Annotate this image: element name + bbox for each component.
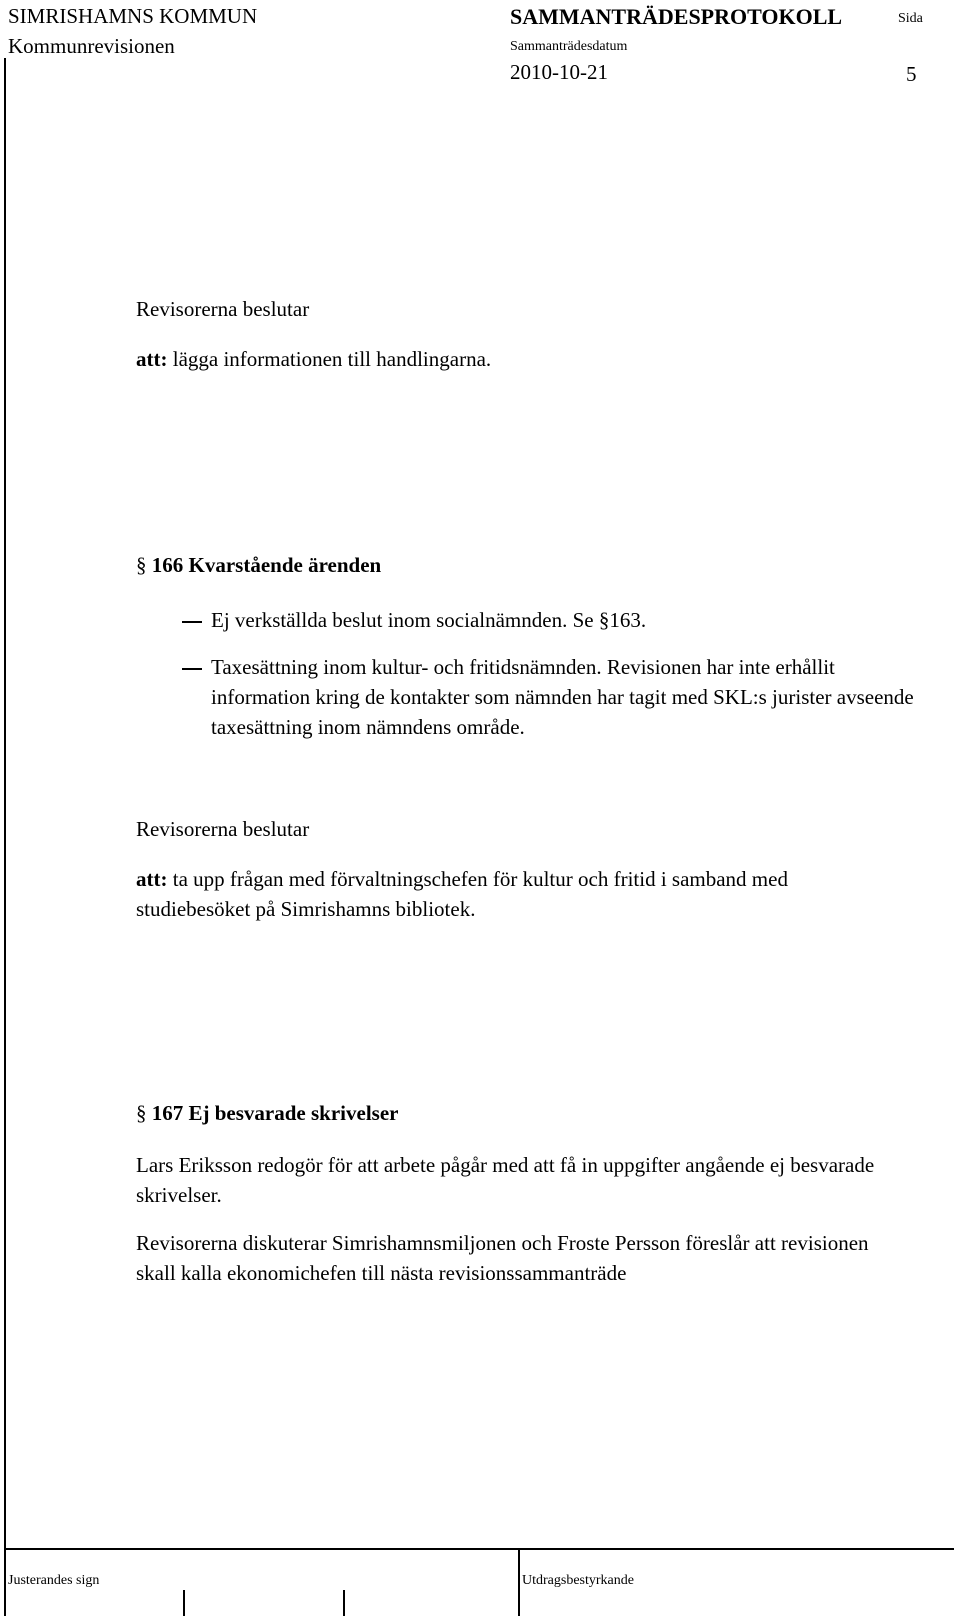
page-label: Sida [898, 11, 923, 26]
date-label: Sammanträdesdatum [510, 39, 628, 54]
dash-bullet-icon [182, 668, 202, 670]
left-margin-rule [4, 58, 6, 1548]
signature-box-divider [343, 1590, 345, 1616]
decision-att [136, 864, 906, 924]
extract-label: Utdragsbestyrkande [522, 1573, 634, 1588]
paragraph: Revisorerna diskuterar Simrishamnsmiljonen och Froste Persson föreslår att revisionen skall kalla ekonomichefen till nästa revisionssammanträde [136, 1231, 869, 1285]
decision-att [136, 344, 491, 374]
decision-heading: Revisorerna beslutar [136, 297, 310, 321]
bullet-item: Ej verkställda beslut inom socialnämnden. Se §163. [211, 608, 647, 632]
signature-box-divider [4, 1550, 6, 1616]
meeting-date: 2010-10-21 [510, 60, 608, 84]
footer-rule [4, 1548, 954, 1550]
bullet-item: Taxesättning inom kultur- och fritidsnämnden. Revisionen har inte erhållit information kring de kontakter som nämnden har tagit med SKL:s jurister avseende taxesättning inom nämndens område. [211, 655, 914, 739]
section-symbol: § [136, 553, 147, 577]
att-label: att: [136, 347, 168, 371]
signature-box-divider [518, 1550, 520, 1616]
section-167-heading [136, 1098, 398, 1128]
page-number: 5 [906, 62, 917, 86]
signature-label: Justerandes sign [8, 1573, 100, 1588]
dash-bullet-icon [182, 621, 202, 623]
decision-heading: Revisorerna beslutar [136, 817, 310, 841]
section-title: 166 Kvarstående ärenden [151, 553, 382, 577]
section-symbol: § [136, 1101, 147, 1125]
att-text: ta upp frågan med förvaltningschefen för kultur och fritid i samband med studiebesöket på Simrishamns bibliotek. [136, 867, 788, 921]
department-name: Kommunrevisionen [8, 34, 175, 58]
municipality-name: SIMRISHAMNS KOMMUN [8, 4, 258, 28]
document-type: SAMMANTRÄDESPROTOKOLL [510, 4, 843, 29]
section-166-heading [136, 550, 381, 580]
att-text: lägga informationen till handlingarna. [172, 347, 492, 371]
att-label: att: [136, 867, 168, 891]
signature-box-divider [183, 1590, 185, 1616]
paragraph: Lars Eriksson redogör för att arbete pågår med att få in uppgifter angående ej besvarade skrivelser. [136, 1153, 875, 1207]
section-title: 167 Ej besvarade skrivelser [151, 1101, 399, 1125]
